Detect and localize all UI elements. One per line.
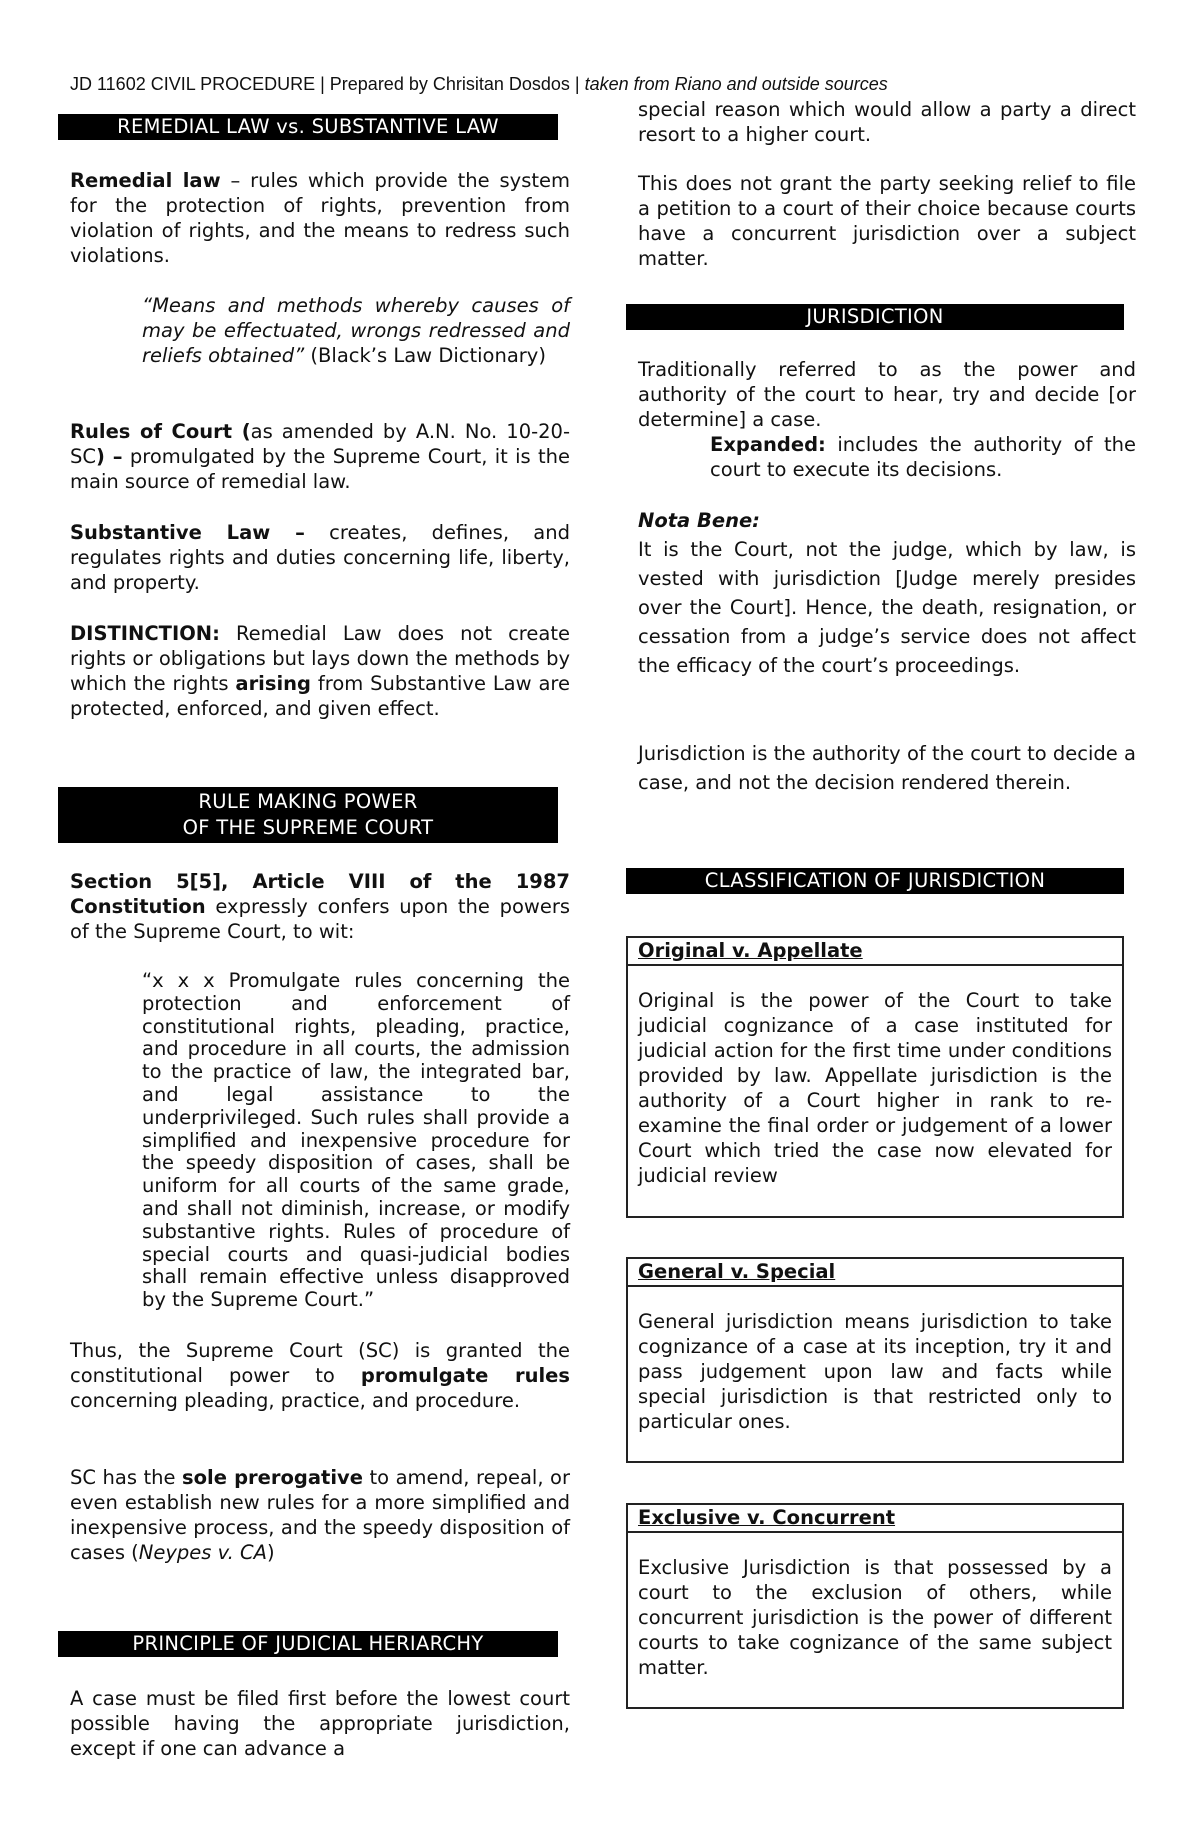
box-title: Exclusive v. Concurrent bbox=[628, 1505, 1122, 1533]
prepared-by: Prepared by Chrisitan Dosdos bbox=[329, 74, 570, 94]
jurisdiction-authority-note: Jurisdiction is the authority of the court to decide a case, and not the decision rendered therein. bbox=[638, 742, 1136, 794]
section-heading-classification: CLASSIFICATION OF JURISDICTION bbox=[626, 868, 1124, 894]
supreme-court-power-paragraph: Thus, the Supreme Court (SC) is granted the constitutional power to promulgate rules concerning pleading, practice, and procedure. bbox=[70, 1339, 571, 1412]
hierarchy-continuation: special reason which would allow a party a direct resort to a higher court. bbox=[638, 98, 1136, 146]
concurrent-jurisdiction-note: This does not grant the party seeking relief to file a petition to a court of their choice because courts have a concurrent jurisdiction over a subject matter. bbox=[638, 172, 1136, 270]
box-text: General jurisdiction means jurisdiction to take cognizance of a case at its inception, try it and pass judgement upon law and facts while special jurisdiction is that restricted only to particular ones. bbox=[638, 1310, 1112, 1433]
expanded-definition: Expanded: includes the authority of the court to execute its decisions. bbox=[710, 433, 1136, 481]
general-vs-special-box bbox=[626, 1257, 1124, 1463]
sole-prerogative-paragraph: SC has the sole prerogative to amend, repeal, or even establish new rules for a more simplified and inexpensive process, and the speedy disposition of cases (Neypes v. CA) bbox=[70, 1466, 570, 1564]
page-header: JD 11602 CIVIL PROCEDURE | Prepared by Chrisitan Dosdos | taken from Riano and outside sources bbox=[70, 74, 888, 94]
box-text: Original is the power of the Court to take judicial cognizance of a case instituted for judicial action for the first time under conditions provided by law. Appellate jurisdiction is the authority of a Court higher in rank to re-examine the final order or judgement of a lower Court which tried the case now elevated for judicial review bbox=[638, 989, 1112, 1187]
section-5-reference: Section 5[5], Article VIII of the 1987 Constitution expressly confers upon the powers of the Supreme Court, to wit: bbox=[70, 870, 570, 943]
remedial-law-definition: Remedial law – rules which provide the system for the protection of rights, prevention from violation of rights, and the means to redress such violations. bbox=[70, 169, 570, 267]
section-heading-remedial-vs-substantive: REMEDIAL LAW vs. SUBSTANTIVE LAW bbox=[58, 114, 558, 140]
nota-bene-text: It is the Court, not the judge, which by law, is vested with jurisdiction [Judge merely presides over the Court]. Hence, the death, resignation, or cessation from a judge’s service does not affect the efficacy of the court’s proceedings. bbox=[638, 538, 1136, 677]
blacks-law-quote: “Means and methods whereby causes of may be effectuated, wrongs redressed and reliefs obtained” (Black’s Law Dictionary) bbox=[142, 294, 570, 367]
section-heading-judicial-hierarchy: PRINCIPLE OF JUDICIAL HERIARCHY bbox=[58, 1631, 558, 1657]
rules-of-court-definition: Rules of Court (as amended by A.N. No. 10-20-SC) – promulgated by the Supreme Court, it is the main source of remedial law. bbox=[70, 420, 570, 493]
box-title: General v. Special bbox=[628, 1259, 1122, 1287]
section-heading-jurisdiction: JURISDICTION bbox=[626, 304, 1124, 330]
constitution-quote: “x x x Promulgate rules concerning the protection and enforcement of constitutional rights, pleading, practice, and procedure in all courts, the admission to the practice of law, the integrated bar, and legal assistance to the underprivileged. Such rules shall provide a simplified and inexpensive procedure for the speedy disposition of cases, shall be uniform for all courts of the same grade, and shall not diminish, increase, or modify substantive rights. Rules of procedure of special courts and quasi-judicial bodies shall remain effective unless disapproved by the Supreme Court.” bbox=[142, 969, 570, 1312]
distinction-paragraph: DISTINCTION: Remedial Law does not create rights or obligations but lays down the methods by which the rights arising from Substantive Law are protected, enforced, and given effect. bbox=[70, 622, 570, 720]
jurisdiction-definition: Traditionally referred to as the power and authority of the court to hear, try and decide [or determine] a case. bbox=[638, 358, 1136, 431]
nota-bene-title: Nota Bene: bbox=[638, 509, 760, 532]
box-title: Original v. Appellate bbox=[628, 938, 1122, 966]
box-text: Exclusive Jurisdiction is that possessed by a court to the exclusion of others, while concurrent jurisdiction is the power of different courts to take cognizance of the same subject matter. bbox=[638, 1556, 1112, 1679]
course-code: JD 11602 CIVIL PROCEDURE bbox=[70, 74, 316, 94]
original-vs-appellate-box bbox=[626, 936, 1124, 1218]
source-note: taken from Riano and outside sources bbox=[584, 74, 888, 94]
section-heading-rule-making-power: RULE MAKING POWER OF THE SUPREME COURT bbox=[58, 787, 558, 843]
judicial-hierarchy-paragraph: A case must be filed first before the lowest court possible having the appropriate jurisdiction, except if one can advance a bbox=[70, 1687, 570, 1760]
substantive-law-definition: Substantive Law – creates, defines, and regulates rights and duties concerning life, liberty, and property. bbox=[70, 521, 570, 594]
exclusive-vs-concurrent-box bbox=[626, 1503, 1124, 1709]
